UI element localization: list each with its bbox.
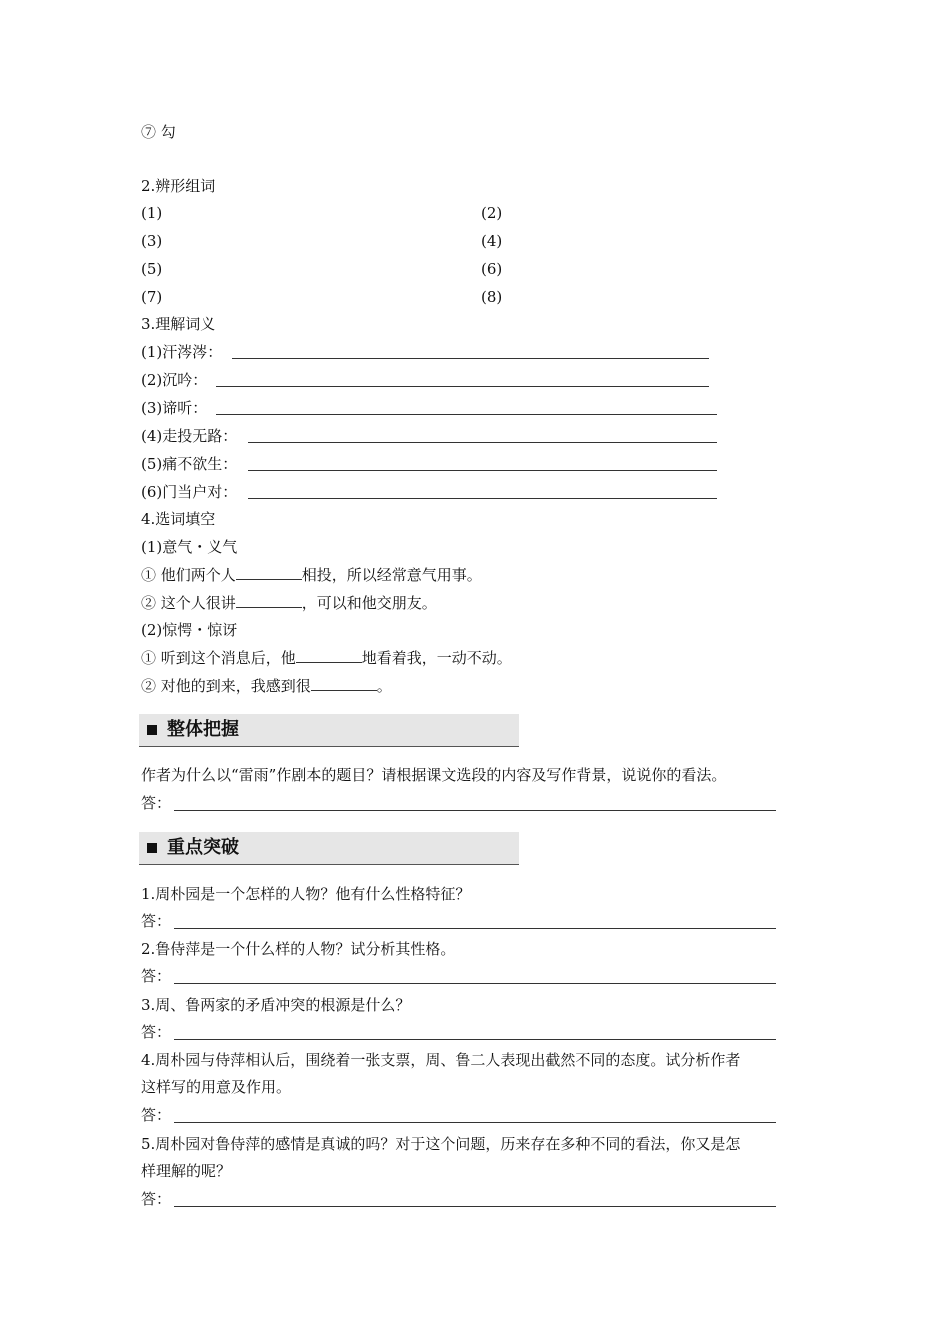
- question-3: 3.周、鲁两家的矛盾冲突的根源是什么？: [141, 996, 411, 1014]
- question-1: 1.周朴园是一个怎样的人物？他有什么性格特征？: [141, 885, 471, 903]
- answer-label: 答：: [141, 1106, 172, 1124]
- answer-blank[interactable]: [174, 983, 776, 984]
- definition-blank-1[interactable]: [232, 358, 709, 359]
- word-pair-2-title: (2)惊愕・惊讶: [141, 621, 238, 639]
- section-4-title: 4.选词填空: [141, 510, 216, 528]
- answer-label: 答：: [141, 1023, 172, 1041]
- answer-label: 答：: [141, 1190, 172, 1208]
- fill-sentence-1-1: [141, 565, 482, 585]
- word-slot-3: (3): [141, 232, 163, 250]
- definition-blank-3[interactable]: [216, 414, 717, 415]
- answer-blank[interactable]: [174, 1206, 776, 1207]
- sentence-suffix: ，可以和他交朋友。: [301, 594, 437, 612]
- word-slot-2: (2): [481, 204, 503, 222]
- fill-sentence-1-2: [141, 593, 437, 613]
- answer-blank[interactable]: [174, 1039, 776, 1040]
- definition-label-4: (4)走投无路：: [141, 427, 238, 445]
- answer-blank[interactable]: [174, 928, 776, 929]
- answer-label: 答：: [141, 912, 172, 930]
- section-header-title: 整体把握: [167, 719, 239, 740]
- definition-label-5: (5)痛不欲生：: [141, 455, 238, 473]
- sentence-suffix: 相投，所以经常意气用事。: [301, 566, 482, 584]
- question-5-line-2: 样理解的呢？: [141, 1162, 232, 1180]
- section-3-title: 3.理解词义: [141, 315, 216, 333]
- fill-sentence-2-1: [141, 648, 512, 668]
- item-7: ⑦ 勾: [141, 123, 176, 141]
- definition-blank-2[interactable]: [216, 386, 709, 387]
- word-slot-7: (7): [141, 288, 163, 306]
- square-bullet-icon: [147, 843, 157, 853]
- section-header-key-points: [139, 832, 519, 865]
- sentence-prefix: ② 这个人很讲: [141, 594, 236, 612]
- answer-blank[interactable]: [174, 810, 776, 811]
- answer-blank[interactable]: [174, 1122, 776, 1123]
- fill-blank[interactable]: [236, 593, 302, 608]
- definition-label-6: (6)门当户对：: [141, 483, 238, 501]
- fill-blank[interactable]: [311, 676, 377, 691]
- sentence-prefix: ① 听到这个消息后，他: [141, 649, 296, 667]
- word-pair-1-title: (1)意气・义气: [141, 538, 238, 556]
- square-bullet-icon: [147, 725, 157, 735]
- question-5-line-1: 5.周朴园对鲁侍萍的感情是真诚的吗？对于这个问题，历来存在多种不同的看法，你又是怎: [141, 1135, 741, 1153]
- fill-blank[interactable]: [236, 565, 302, 580]
- definition-label-1: (1)汗涔涔：: [141, 343, 223, 361]
- definition-blank-5[interactable]: [248, 470, 717, 471]
- question-4-line-1: 4.周朴园与侍萍相认后，围绕着一张支票，周、鲁二人表现出截然不同的态度。试分析作者: [141, 1051, 741, 1069]
- definition-label-2: (2)沉吟：: [141, 371, 208, 389]
- fill-sentence-2-2: [141, 676, 392, 696]
- question-2: 2.鲁侍萍是一个什么样的人物？试分析其性格。: [141, 940, 456, 958]
- word-slot-8: (8): [481, 288, 503, 306]
- word-slot-6: (6): [481, 260, 503, 278]
- fill-blank[interactable]: [296, 648, 362, 663]
- word-slot-4: (4): [481, 232, 503, 250]
- section-header-overall: [139, 714, 519, 747]
- answer-label: 答：: [141, 967, 172, 985]
- word-slot-1: (1): [141, 204, 163, 222]
- section-2-title: 2.辨形组词: [141, 177, 216, 195]
- definition-blank-6[interactable]: [248, 498, 717, 499]
- sentence-prefix: ② 对他的到来，我感到很: [141, 677, 311, 695]
- definition-label-3: (3)谛听：: [141, 399, 208, 417]
- sentence-prefix: ① 他们两个人: [141, 566, 236, 584]
- question-4-line-2: 这样写的用意及作用。: [141, 1078, 292, 1096]
- section-header-title: 重点突破: [167, 837, 239, 858]
- word-slot-5: (5): [141, 260, 163, 278]
- answer-label: 答：: [141, 794, 172, 812]
- sentence-suffix: 。: [376, 677, 392, 695]
- sentence-suffix: 地看着我，一动不动。: [361, 649, 512, 667]
- definition-blank-4[interactable]: [248, 442, 717, 443]
- overall-question: 作者为什么以“雷雨”作剧本的题目？请根据课文选段的内容及写作背景，说说你的看法。: [141, 766, 727, 784]
